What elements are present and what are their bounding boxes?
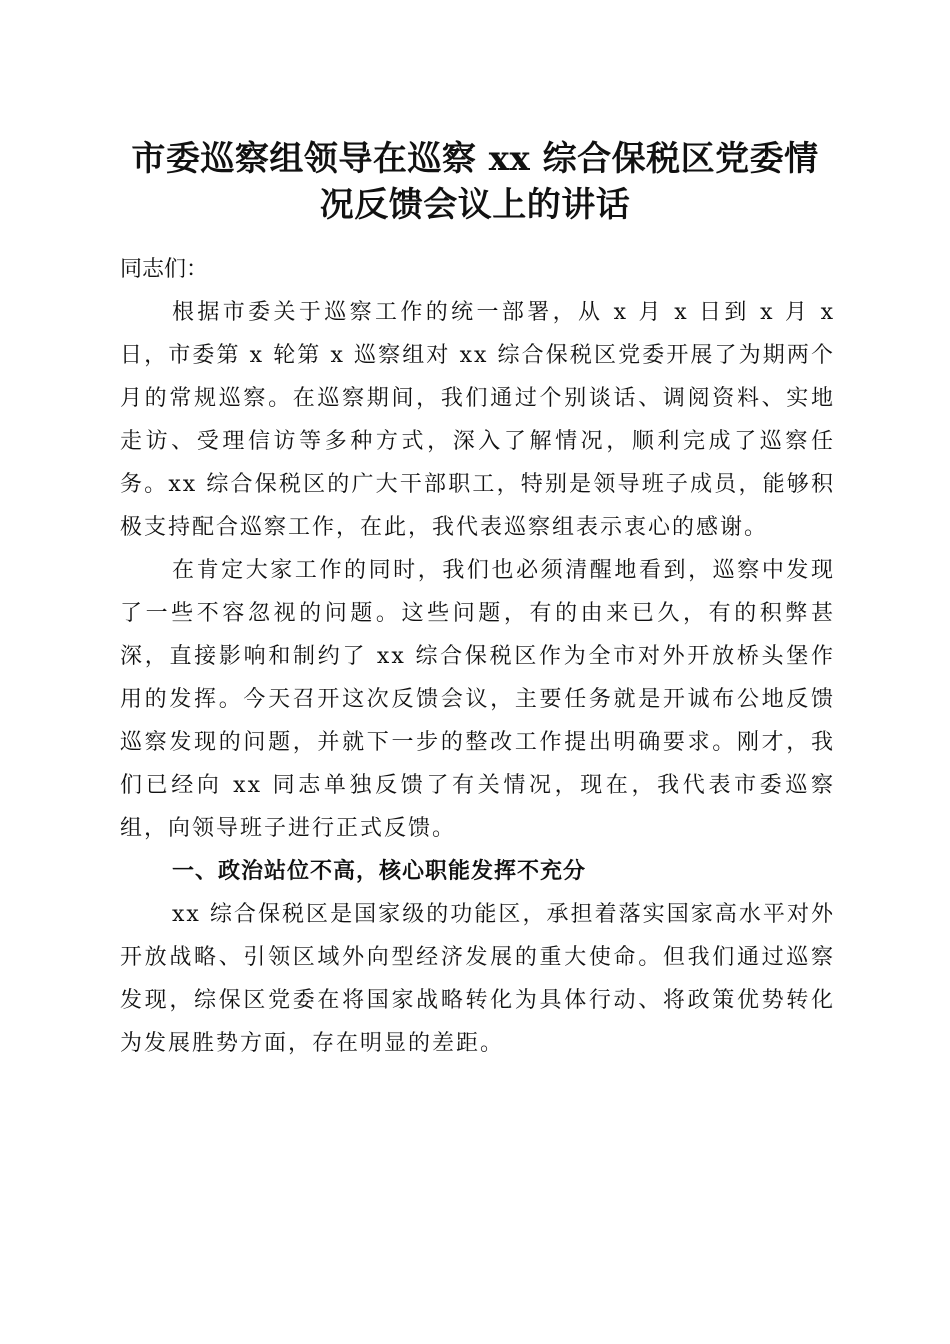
- paragraph-problems: 在肯定大家工作的同时，我们也必须清醒地看到，巡察中发现了一些不容忽视的问题。这些问题，有的由来已久，有的积弊甚深，直接影响和制约了 xx 综合保税区作为全市对外开放桥头堡作用的发挥。今天召开这次反馈会议，主要任务就是开诚布公地反馈巡察发现的问题，并就下一步的整改工作提出明确要求。刚才，我们已经向 xx 同志单独反馈了有关情况，现在，我代表市委巡察组，向领导班子进行正式反馈。: [120, 558, 835, 841]
- title-line-2: 况反馈会议上的讲话: [319, 185, 631, 225]
- section-heading-1: 一、政治站位不高，核心职能发挥不充分: [172, 859, 587, 884]
- document-body: [120, 248, 835, 1065]
- salutation: 同志们：: [120, 257, 209, 282]
- paragraph-section-1: xx 综合保税区是国家级的功能区，承担着落实国家高水平对外开放战略、引领区域外向型经济发展的重大使命。但我们通过巡察发现，综保区党委在将国家战略转化为具体行动、将政策优势转化为发展胜势方面，存在明显的差距。: [120, 902, 835, 1056]
- paragraph-intro: 根据市委关于巡察工作的统一部署，从 x 月 x 日到 x 月 x 日，市委第 x 轮第 x 巡察组对 xx 综合保税区党委开展了为期两个月的常规巡察。在巡察期间，我们通过个别谈话、调阅资料、实地走访、受理信访等多种方式，深入了解情况，顺利完成了巡察任务。xx 综合保税区的广大干部职工，特别是领导班子成员，能够积极支持配合巡察工作，在此，我代表巡察组表示衷心的感谢。: [120, 300, 835, 540]
- title-line-1: 市委巡察组领导在巡察 xx 综合保税区党委情: [131, 139, 819, 179]
- document-title: [100, 136, 850, 228]
